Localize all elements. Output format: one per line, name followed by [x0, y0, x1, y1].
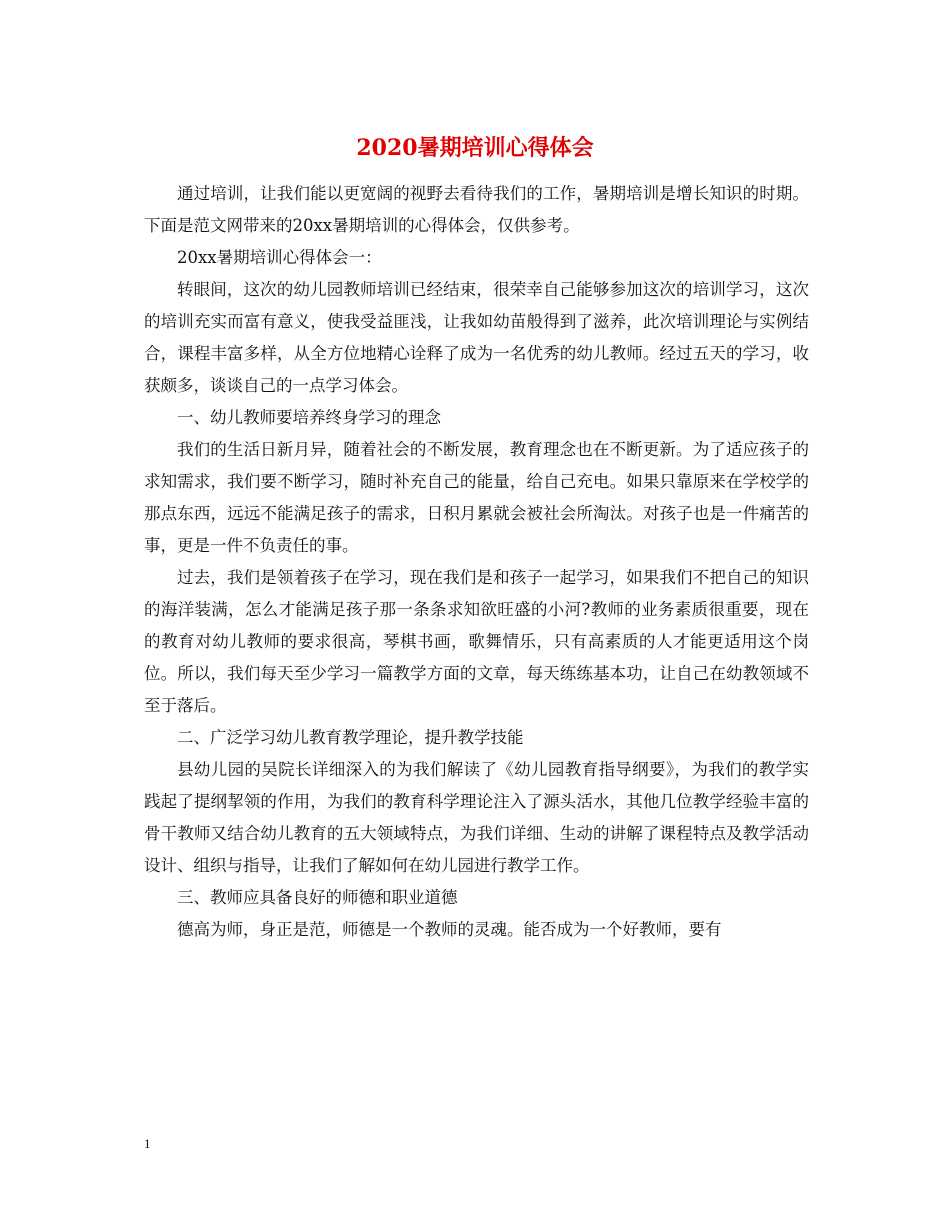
page-number: 1: [144, 1136, 151, 1151]
paragraph-heading-1: 一、幼儿教师要培养终身学习的理念: [177, 408, 441, 427]
document-body: [144, 178, 809, 946]
paragraph-body: 德高为师，身正是范，师德是一个教师的灵魂。能否成为一个好教师，要有: [177, 920, 722, 939]
paragraph-body: 县幼儿园的吴院长详细深入的为我们解读了《幼儿园教育指导纲要》，为我们的教学实践起了提纲挈领的作用，为我们的教育科学理论注入了源头活水，其他几位教学经验丰富的骨干教师又结合幼儿教育的五大领域特点，为我们详细、生动的讲解了课程特点及教学活动设计、组织与指导，让我们了解如何在幼儿园进行教学工作。: [144, 760, 809, 875]
paragraph-heading-3: 三、教师应具备良好的师德和职业道德: [177, 888, 458, 907]
paragraph-body: 过去，我们是领着孩子在学习，现在我们是和孩子一起学习，如果我们不把自己的知识的海洋装满，怎么才能满足孩子那一条条求知欲旺盛的小河?教师的业务素质很重要，现在的教育对幼儿教师的要求很高，琴棋书画，歌舞情乐，只有高素质的人才能更适用这个岗位。所以，我们每天至少学习一篇教学方面的文章，每天练练基本功，让自己在幼教领域不至于落后。: [144, 568, 809, 715]
paragraph-intro: 通过培训，让我们能以更宽阔的视野去看待我们的工作，暑期培训是增长知识的时期。下面是范文网带来的20xx暑期培训的心得体会，仅供参考。: [144, 184, 809, 235]
paragraph-heading-2: 二、广泛学习幼儿教育教学理论，提升教学技能: [177, 728, 524, 747]
paragraph-body: 转眼间，这次的幼儿园教师培训已经结束，很荣幸自己能够参加这次的培训学习，这次的培训充实而富有意义，使我受益匪浅，让我如幼苗般得到了滋养，此次培训理论与实例结合，课程丰富多样，从全方位地精心诠释了成为一名优秀的幼儿教师。经过五天的学习，收获颇多，谈谈自己的一点学习体会。: [144, 280, 809, 395]
document-title: 2020暑期培训心得体会: [356, 135, 594, 161]
paragraph-body: 我们的生活日新月异，随着社会的不断发展，教育理念也在不断更新。为了适应孩子的求知需求，我们要不断学习，随时补充自己的能量，给自己充电。如果只靠原来在学校学的那点东西，远远不能满足孩子的需求，日积月累就会被社会所淘汰。对孩子也是一件痛苦的事，更是一件不负责任的事。: [144, 440, 809, 555]
paragraph-section-heading: 20xx暑期培训心得体会一：: [177, 248, 382, 267]
